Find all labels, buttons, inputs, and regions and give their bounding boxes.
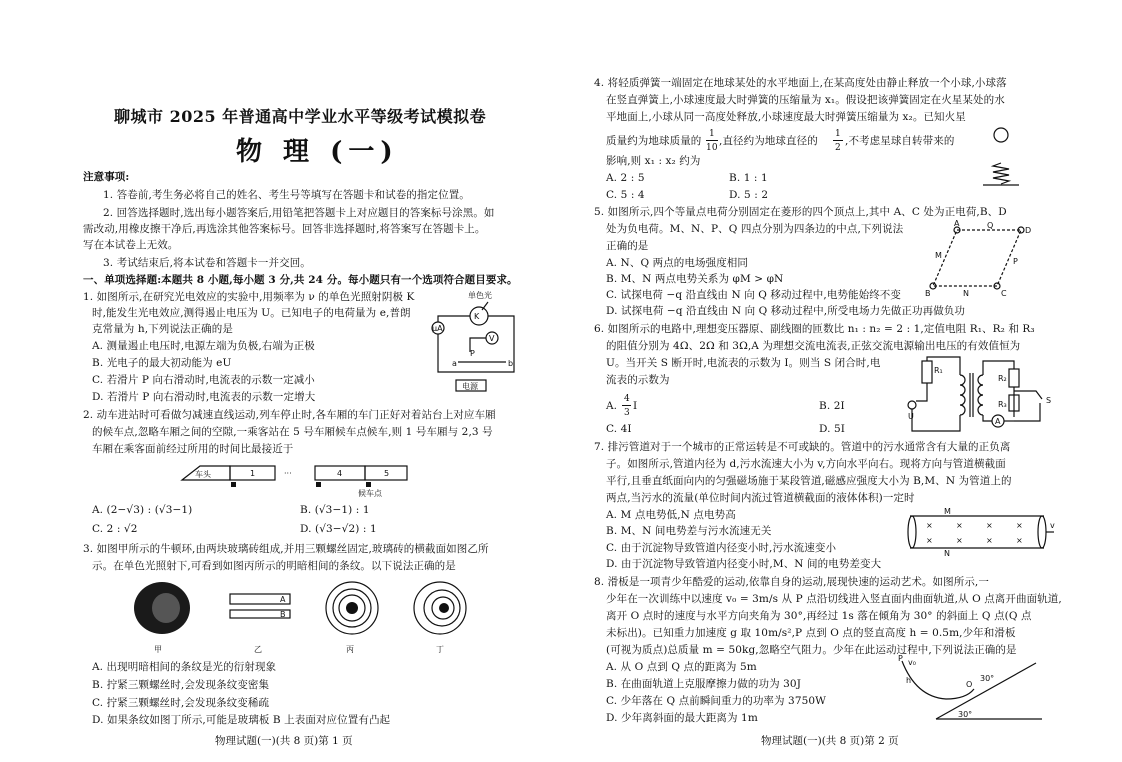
q3-option-a: A. 出现明暗相间的条纹是光的衍射现象	[92, 661, 277, 673]
q3-jia-label: 甲	[154, 645, 162, 654]
q1-source-label: 电源	[462, 382, 478, 391]
q8-option-d: D. 少年离斜面的最大距离为 1m	[606, 712, 758, 724]
q2-dots: ···	[284, 469, 292, 478]
q7-field-6: ×	[956, 536, 963, 545]
q2-door-5	[366, 482, 371, 487]
q8-option-c: C. 少年落在 Q 点前瞬间重力的功率为 3750W	[606, 695, 827, 707]
q5-label-p: P	[1013, 257, 1018, 266]
q2-train-figure	[180, 460, 410, 500]
q6-option-b: B. 2I	[819, 400, 845, 412]
q8-option-b: B. 在曲面轨道上克服摩擦力做的功为 30J	[606, 678, 801, 690]
q3-option-d: D. 如果条纹如图丁所示,可能是玻璃板 B 上表面对应位置有凸起	[92, 714, 391, 726]
q7-pipe-figure	[906, 508, 1056, 558]
q3-a-label: A	[280, 595, 286, 604]
q7-field-8: ×	[1016, 536, 1023, 545]
q6-u-label: U	[908, 412, 914, 421]
notes-heading: 注意事项:	[83, 171, 130, 183]
q8-p-label: P	[898, 654, 903, 663]
q5-line3: 正确的是	[606, 240, 649, 252]
q6-secondary-coil	[978, 375, 983, 415]
q5-option-c: C. 试探电荷 −q 沿直线由 N 向 Q 移动过程中,电势能始终不变	[606, 289, 902, 301]
q3-figures	[130, 578, 480, 658]
q7-field-4: ×	[1016, 521, 1023, 530]
section-heading: 一、单项选择题:本题共 8 小题,每小题 3 分,共 24 分。每小题只有一个选项符合题目要求。	[83, 274, 518, 286]
q1-pb-label: b	[508, 359, 514, 368]
q2-head-label: 车头	[195, 470, 211, 479]
q6-transformer-figure	[906, 355, 1056, 445]
q4-option-b: B. 1 : 1	[729, 172, 768, 184]
q1-line1: 1. 如图所示,在研究光电效应的实验中,用频率为 ν 的单色光照射阴极 K	[83, 291, 415, 303]
q3-line1: 3. 如图甲所示的牛顿环,由两块玻璃砖组成,并用三颗螺丝固定,玻璃砖的横截面如图乙所	[83, 543, 489, 555]
q8-o-label: O	[966, 680, 973, 689]
q3-ring-bing-center	[346, 602, 358, 614]
q4-line4a: 质量约为地球质量的	[606, 135, 702, 147]
q2-option-d: D. (√3−√2) : 1	[300, 523, 377, 535]
subject-title: 物 理 (一)	[236, 137, 399, 167]
q1-option-a: A. 测量遏止电压时,电源左端为负极,右端为正极	[92, 340, 315, 352]
q6-r3-label: R₃	[998, 400, 1007, 409]
q5-label-n: N	[963, 289, 969, 298]
q7-n-label: N	[944, 549, 950, 558]
q2-car5-label: 5	[384, 469, 390, 478]
q5-line1: 5. 如图所示,四个等量点电荷分别固定在菱形的四个顶点上,其中 A、C 处为正电荷,B、D	[594, 206, 1007, 218]
q1-light-label: 单色光	[468, 291, 492, 300]
note-2c: 写在本试卷上无效。	[83, 239, 179, 251]
q3-ring-ding-center	[439, 603, 449, 613]
page-right	[561, 0, 1122, 762]
q2-car1-label: 1	[250, 469, 256, 478]
note-1: 1. 答卷前,考生务必将自己的姓名、考生号等填写在答题卡和试卷的指定位置。	[103, 189, 470, 201]
q3-yi-label: 乙	[254, 645, 262, 654]
q3-b-label: B	[280, 610, 286, 619]
q1-p-label: P	[470, 349, 475, 358]
q6-option-a-prefix: A.	[606, 400, 618, 412]
q6-wire-ammeter	[983, 415, 992, 421]
q3-ding-label: 丁	[436, 645, 444, 654]
q6-wire-switch	[1014, 403, 1040, 421]
q6-line4: 流表的示数为	[606, 374, 670, 386]
q8-option-a: A. 从 O 点到 Q 点的距离为 5m	[606, 661, 757, 673]
q5-option-b: B. M、N 两点电势关系为 φM > φN	[606, 273, 784, 285]
q7-line2: 子。如图所示,管道内径为 d,污水流速大小为 v,方向水平向右。现将方向与管道横截面	[606, 458, 1006, 470]
q4-line2: 在竖直弹簧上,小球速度最大时弹簧的压缩量为 x₁。假设把该弹簧固定在火星某处的水	[606, 94, 1005, 106]
q2-option-c: C. 2 : √2	[92, 523, 138, 535]
q4-frac2-den: 2	[835, 143, 841, 153]
q7-v-label: v	[1050, 521, 1055, 530]
q6-source	[908, 401, 916, 409]
q7-option-b: B. M、N 间电势差与污水流速无关	[606, 525, 772, 537]
q4-line5: 影响,则 x₁ : x₂ 约为	[606, 155, 701, 167]
q6-primary-coil	[960, 375, 965, 415]
q7-option-d: D. 由于沉淀物导致管道内径变小时,M、N 间的电势差变大	[606, 558, 882, 570]
q3-option-c: C. 拧紧三颗螺丝时,会发现条纹变稀疏	[92, 697, 270, 709]
q2-car4-label: 4	[337, 469, 343, 478]
q4-line4c: ,不考虑星球自转带来的	[845, 135, 955, 147]
q8-h-label: h	[906, 676, 912, 685]
q8-v0-label: v₀	[908, 658, 916, 667]
q6-option-d: D. 5I	[819, 423, 846, 435]
q1-line2: 时,能发生光电效应,测得遏止电压为 U。已知电子的电荷量为 e,普朗	[92, 307, 411, 319]
q7-pipe-end-right	[1038, 516, 1046, 548]
q6-r1-label: R₁	[934, 366, 943, 375]
note-2a: 2. 回答选择题时,选出每小题答案后,用铅笔把答题卡上对应题目的答案标号涂黑。如	[103, 207, 495, 219]
q1-option-b: B. 光电子的最大初动能为 eU	[92, 357, 232, 369]
q3-option-b: B. 拧紧三颗螺丝时,会发现条纹变密集	[92, 679, 270, 691]
q1-voltmeter-label: V	[489, 334, 495, 343]
q5-label-a: A	[954, 219, 960, 228]
q6-r1	[922, 361, 932, 383]
q2-line2: 的候车点,忽略车厢之间的空隙,一乘客站在 5 号车厢候车点候车,则 1 号车厢与 2,3 号	[92, 426, 493, 438]
q2-option-a: A. (2−√3) : (√3−1)	[92, 504, 193, 516]
q2-door-1	[231, 482, 236, 487]
q4-option-c: C. 5 : 4	[606, 189, 645, 201]
q4-line1: 4. 将轻质弹簧一端固定在地球某处的水平地面上,在某高度处由静止释放一个小球,小球落	[594, 77, 1007, 89]
q7-line1: 7. 排污管道对于一个城市的正常运转是不可或缺的。管道中的污水通常含有大量的正负离	[594, 441, 1011, 453]
q5-rhombus-figure	[921, 220, 1041, 300]
q4-spring	[993, 163, 1009, 184]
q2-wait-label: 候车点	[358, 489, 382, 498]
q2-option-b: B. (√3−1) : 1	[300, 504, 370, 516]
q4-option-a: A. 2 : 5	[606, 172, 645, 184]
q6-option-a-num: 4	[624, 394, 630, 404]
q4-frac1-num: 1	[709, 129, 715, 139]
q7-field-7: ×	[986, 536, 993, 545]
q4-line4b: ,直径约为地球直径的	[719, 135, 818, 147]
q5-line2: 处为负电荷。M、N、P、Q 四点分别为四条边的中点,下列说法	[606, 223, 904, 235]
q8-line2: 少年在一次训练中以速度 v₀ = 3m/s 从 P 点沿切线进入竖直面内曲面轨道,从 O 点离开曲面轨道,	[606, 593, 1062, 605]
q8-angle-incline: 30°	[958, 710, 973, 719]
q6-line2: 的阻值分别为 4Ω、2Ω 和 3Ω,A 为理想交流电流表,正弦交流电源输出电压的有效值恒为	[606, 340, 1021, 352]
q6-r2	[1009, 369, 1019, 387]
q2-door-4	[316, 482, 321, 487]
q6-option-a-unit: I	[633, 400, 638, 412]
q1-line3: 克常量为 h,下列说法正确的是	[92, 323, 233, 335]
q6-line3: U。当开关 S 断开时,电流表的示数为 I。则当 S 闭合时,电	[606, 357, 881, 369]
q7-option-c: C. 由于沉淀物导致管道内径变小时,污水流速变小	[606, 542, 837, 554]
note-2b: 需改动,用橡皮擦干净后,再选涂其他答案标号。回答非选择题时,将答案写在答题卡上。	[83, 223, 486, 235]
q3-line2: 示。在单色光照射下,可看到如图丙所示的明暗相间的条纹。以下说法正确的是	[92, 560, 456, 572]
q1-option-c: C. 若滑片 P 向右滑动时,电流表的示数一定减小	[92, 374, 315, 386]
q5-label-c: C	[1001, 289, 1007, 298]
q8-incline	[936, 663, 1036, 719]
q6-r2-label: R₂	[998, 374, 1007, 383]
q7-line3: 平行,且垂直纸面向内的匀强磁场施于某段管道,磁感应强度大小为 B,M、N 为管道上的	[606, 475, 1012, 487]
q8-line3: 离开 O 点时的速度与水平方向夹角为 30°,再经过 1s 落在倾角为 30° 的斜面上 Q 点(Q 点	[606, 610, 1032, 622]
q8-line1: 8. 滑板是一项青少年酷爱的运动,依靠自身的运动,展现快速的运动艺术。如图所示,一	[594, 576, 989, 588]
q6-wire-primary-bottom	[912, 409, 960, 431]
q6-option-c: C. 4I	[606, 423, 632, 435]
q8-line5: (可视为质点)总质量 m = 50kg,忽略空气阻力。少年在此运动过程中,下列说法正确的是	[606, 644, 1017, 656]
q4-option-d: D. 5 : 2	[729, 189, 769, 201]
q4-frac2-num: 1	[835, 129, 841, 139]
q7-field-5: ×	[926, 536, 933, 545]
q5-option-a: A. N、Q 两点的电场强度相同	[606, 257, 748, 269]
q1-k-label: K	[474, 312, 480, 321]
q1-option-d: D. 若滑片 P 向右滑动时,电流表的示数一定增大	[92, 391, 316, 403]
q5-option-d: D. 试探电荷 −q 沿直线由 N 向 Q 移动过程中,所受电场力先做正功再做负功	[606, 305, 965, 317]
footer-page-1: 物理试题(一)(共 8 页)第 1 页	[215, 735, 353, 747]
q5-label-d: D	[1025, 226, 1032, 235]
q8-skate-figure	[896, 655, 1046, 723]
q5-label-q: Q	[987, 221, 994, 230]
q1-wire-top-left	[438, 316, 470, 322]
q7-field-3: ×	[986, 521, 993, 530]
q5-rhombus	[933, 230, 1021, 286]
q7-option-a: A. M 点电势低,N 点电势高	[606, 509, 736, 521]
q7-field-2: ×	[956, 521, 963, 530]
exam-title: 聊城市 2025 年普通高中学业水平等级考试模拟卷	[114, 107, 487, 126]
note-3: 3. 考试结束后,将本试卷和答题卡一并交回。	[103, 257, 311, 269]
q3-bing-label: 丙	[346, 645, 354, 654]
q2-line1: 2. 动车进站时可看做匀减速直线运动,列车停止时,各车厢的车门正好对着站台上对应车厢	[83, 409, 496, 421]
q7-pipe-end-left	[908, 516, 916, 548]
footer-page-2: 物理试题(一)(共 8 页)第 2 页	[761, 735, 899, 747]
q6-option-a-den: 3	[624, 408, 630, 418]
q5-label-b: B	[925, 289, 931, 298]
q4-spring-figure	[981, 125, 1021, 195]
q7-field-1: ×	[926, 521, 933, 530]
q1-pa-label: a	[452, 359, 457, 368]
q7-m-label: M	[944, 507, 951, 516]
q6-line1: 6. 如图所示的电路中,理想变压器原、副线圈的匝数比 n₁ : n₂ = 2 : 1,定值电阻 R₁、R₂ 和 R₃	[594, 323, 1035, 335]
q8-angle-o: 30°	[980, 674, 995, 683]
q2-line3: 车厢在乘客面前经过所用的时间比最接近于	[92, 443, 294, 455]
q3-device-lens	[152, 593, 180, 623]
q6-s-label: S	[1046, 396, 1052, 405]
q4-line3: 平地面上,小球从同一高度处释放,小球速度最大时弹簧压缩量为 x₂。已知火星	[606, 111, 966, 123]
q7-line4: 两点,当污水的流量(单位时间内流过管道横截面的液体体积)一定时	[606, 492, 915, 504]
q8-line4: 未标出)。已知重力加速度 g 取 10m/s²,P 点到 O 点的竖直高度 h = 0.5m,少年和滑板	[606, 627, 1016, 639]
q1-circuit-figure	[430, 288, 526, 398]
q6-ammeter-label: A	[995, 417, 1001, 426]
q4-ball	[994, 128, 1008, 142]
q1-ammeter-label: μA	[432, 324, 443, 333]
q6-wire-r1	[916, 383, 927, 401]
q4-frac1-den: 10	[706, 143, 718, 153]
q5-label-m: M	[935, 251, 942, 260]
